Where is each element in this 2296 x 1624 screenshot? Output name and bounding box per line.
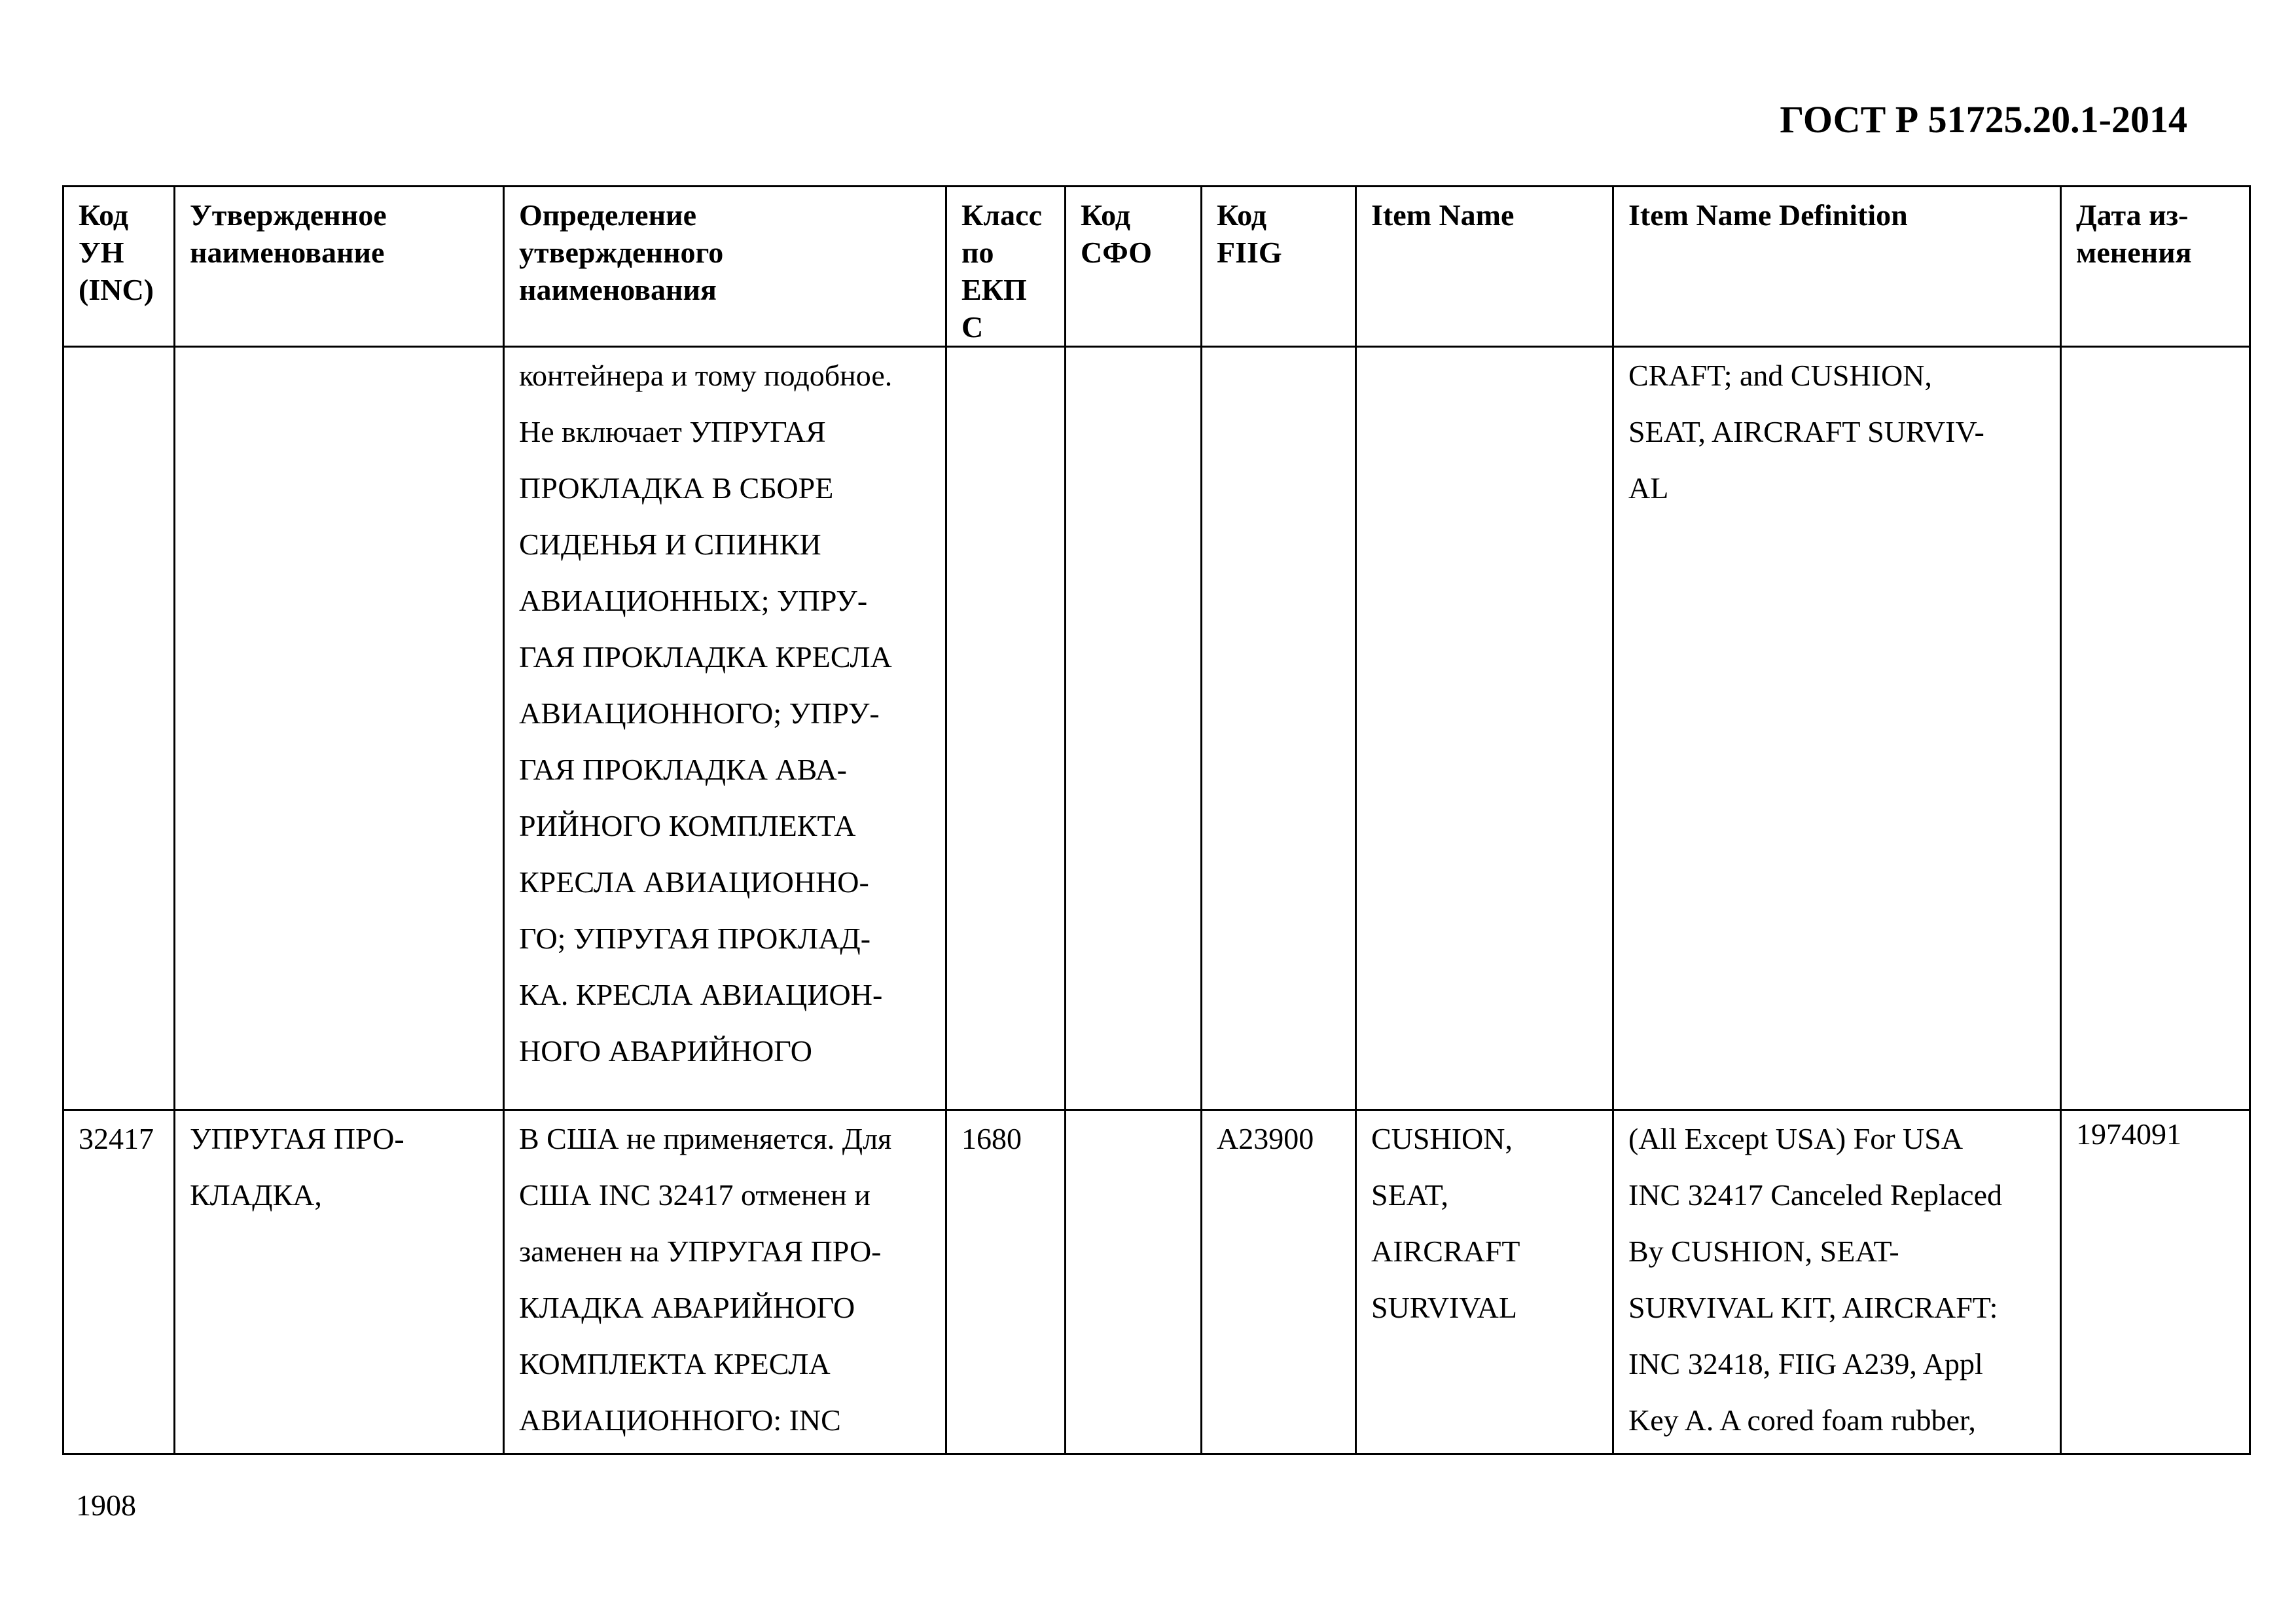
col-header-change-date: Дата из- менения	[2061, 187, 2250, 347]
cell-definition: В США не применяется. Для США INC 32417 отменен и заменен на УПРУГАЯ ПРО- КЛАДКА АВАРИЙНОГО КОМПЛЕКТА КРЕСЛА АВИАЦИОННОГО: INC	[504, 1110, 946, 1454]
col-header-item-name: Item Name	[1356, 187, 1613, 347]
col-header-item-name-definition: Item Name Definition	[1613, 187, 2061, 347]
cell-approved-name	[175, 347, 504, 1110]
cell-change-date	[2061, 347, 2250, 1110]
cell-inc: 32417	[63, 1110, 175, 1454]
cell-change-date: 1974091	[2061, 1110, 2250, 1454]
table-header-row	[63, 187, 2250, 347]
table-row	[63, 1110, 2250, 1454]
cell-fiig: A23900	[1202, 1110, 1356, 1454]
col-header-approved-name: Утвержденное наименование	[175, 187, 504, 347]
col-header-fiig: Код FIIG	[1202, 187, 1356, 347]
cell-approved-name: УПРУГАЯ ПРО- КЛАДКА,	[175, 1110, 504, 1454]
cell-item-name	[1356, 347, 1613, 1110]
cell-inc	[63, 347, 175, 1110]
document-code: ГОСТ Р 51725.20.1-2014	[1780, 98, 2187, 141]
item-name-table	[62, 185, 2251, 1455]
cell-fiig	[1202, 347, 1356, 1110]
col-header-sfo: Код СФО	[1066, 187, 1202, 347]
cell-class	[946, 347, 1066, 1110]
cell-definition: контейнера и тому подобное. Не включает УПРУГАЯ ПРОКЛАДКА В СБОРЕ СИДЕНЬЯ И СПИНКИ АВИАЦИОННЫХ; УПРУ- ГАЯ ПРОКЛАДКА КРЕСЛА АВИАЦИОННОГО; УПРУ- ГАЯ ПРОКЛАДКА АВА- РИЙНОГО КОМПЛЕКТА КРЕСЛА АВИАЦИОННО- ГО; УПРУГАЯ ПРОКЛАД- КА. КРЕСЛА АВИАЦИОН- НОГО АВАРИЙНОГО	[504, 347, 946, 1110]
col-header-definition: Определение утвержденного наименования	[504, 187, 946, 347]
page-number: 1908	[76, 1489, 136, 1522]
cell-sfo	[1066, 1110, 1202, 1454]
col-header-class: Класс по ЕКП С	[946, 187, 1066, 347]
cell-item-name-definition: CRAFT; and CUSHION, SEAT, AIRCRAFT SURVIV- AL	[1613, 347, 2061, 1110]
cell-item-name: CUSHION, SEAT, AIRCRAFT SURVIVAL	[1356, 1110, 1613, 1454]
cell-sfo	[1066, 347, 1202, 1110]
col-header-inc: Код УН (INC)	[63, 187, 175, 347]
cell-class: 1680	[946, 1110, 1066, 1454]
table-row	[63, 347, 2250, 1110]
cell-item-name-definition: (All Except USA) For USA INC 32417 Canceled Replaced By CUSHION, SEAT- SURVIVAL KIT, AIRCRAFT: INC 32418, FIIG A239, Appl Key A. A cored foam rubber,	[1613, 1110, 2061, 1454]
